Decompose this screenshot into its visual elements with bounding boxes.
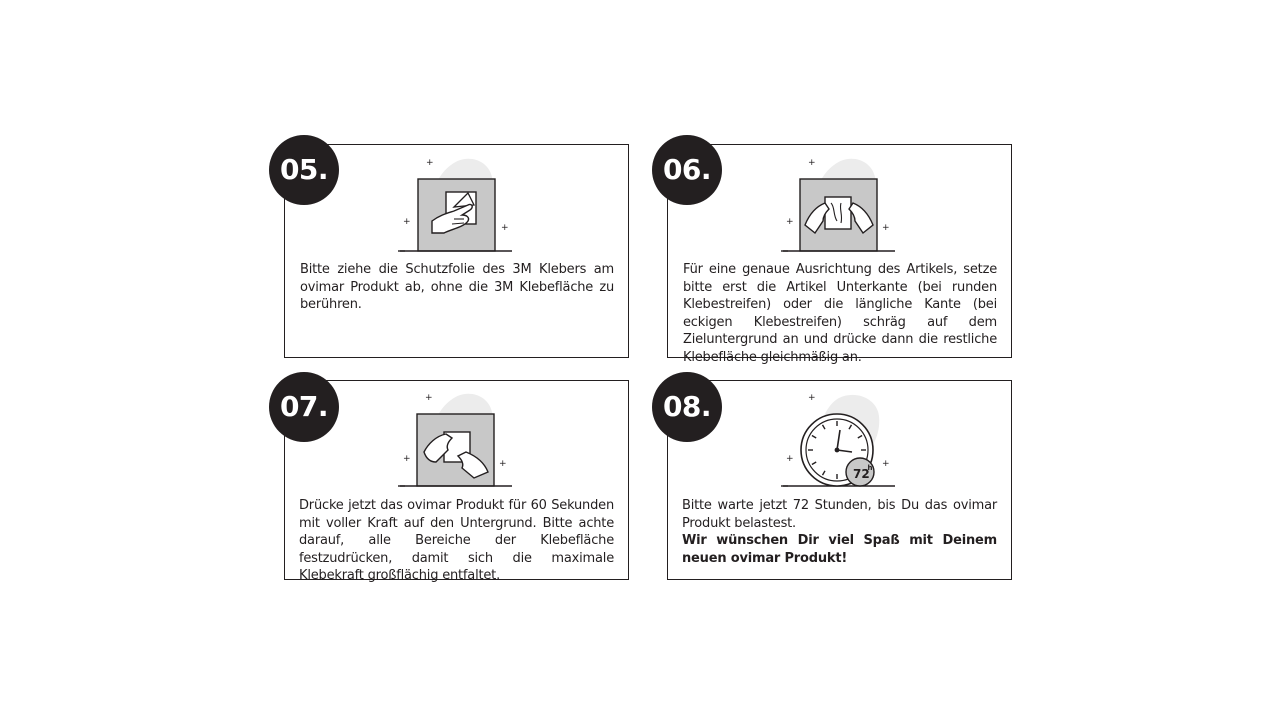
step-text-08	[682, 497, 997, 567]
step-text-07	[299, 497, 614, 585]
step-text-05	[300, 261, 614, 314]
svg-text:+: +	[882, 459, 890, 469]
svg-text:+: +	[403, 217, 411, 227]
clock-badge-unit: h	[867, 464, 873, 472]
clock-badge-label: 72	[853, 467, 870, 481]
svg-text:+: +	[425, 393, 433, 403]
svg-text:+: +	[499, 459, 507, 469]
closing-message: Wir wünschen Dir viel Spaß mit Deinem neuen ovimar Produkt!	[682, 533, 997, 566]
press-with-hands-icon	[396, 390, 516, 490]
step-number-badge-05: 05.	[269, 135, 339, 205]
svg-text:+: +	[808, 158, 816, 168]
svg-text:+: +	[786, 217, 794, 227]
svg-text:+: +	[808, 393, 816, 403]
step-number-badge-08: 08.	[652, 372, 722, 442]
step-number-badge-07: 07.	[269, 372, 339, 442]
clock-72h-icon	[779, 390, 899, 490]
step-paragraph: Bitte ziehe die Schutzfolie des 3M Klebers am ovimar Produkt ab, ohne die 3M Klebefläche zu berühren.	[300, 262, 614, 313]
step-paragraph: Für eine genaue Ausrichtung des Artikels, setze bitte erst die Artikel Unterkante (bei runden Klebestreifen) oder die längliche Kante (bei eckigen Klebestreifen) schräg auf dem Zieluntergrund an und drücke dann die restliche Klebefläche gleichmäßig an.	[683, 262, 997, 365]
svg-text:+: +	[501, 223, 509, 233]
align-edge-hands-icon	[779, 155, 899, 255]
peel-protective-film-icon	[396, 155, 516, 255]
svg-text:+: +	[882, 223, 890, 233]
svg-text:+: +	[786, 454, 794, 464]
svg-text:+: +	[403, 454, 411, 464]
step-number-badge-06: 06.	[652, 135, 722, 205]
step-text-06	[683, 261, 997, 367]
svg-text:+: +	[426, 158, 434, 168]
step-paragraph: Bitte warte jetzt 72 Stunden, bis Du das ovimar Produkt belastest.	[682, 498, 997, 531]
step-paragraph: Drücke jetzt das ovimar Produkt für 60 Sekunden mit voller Kraft auf den Untergrund. Bitte achte darauf, alle Bereiche der Klebefläche festzudrücken, damit sich die maximale Klebekraft großflächig entfaltet.	[299, 498, 614, 584]
